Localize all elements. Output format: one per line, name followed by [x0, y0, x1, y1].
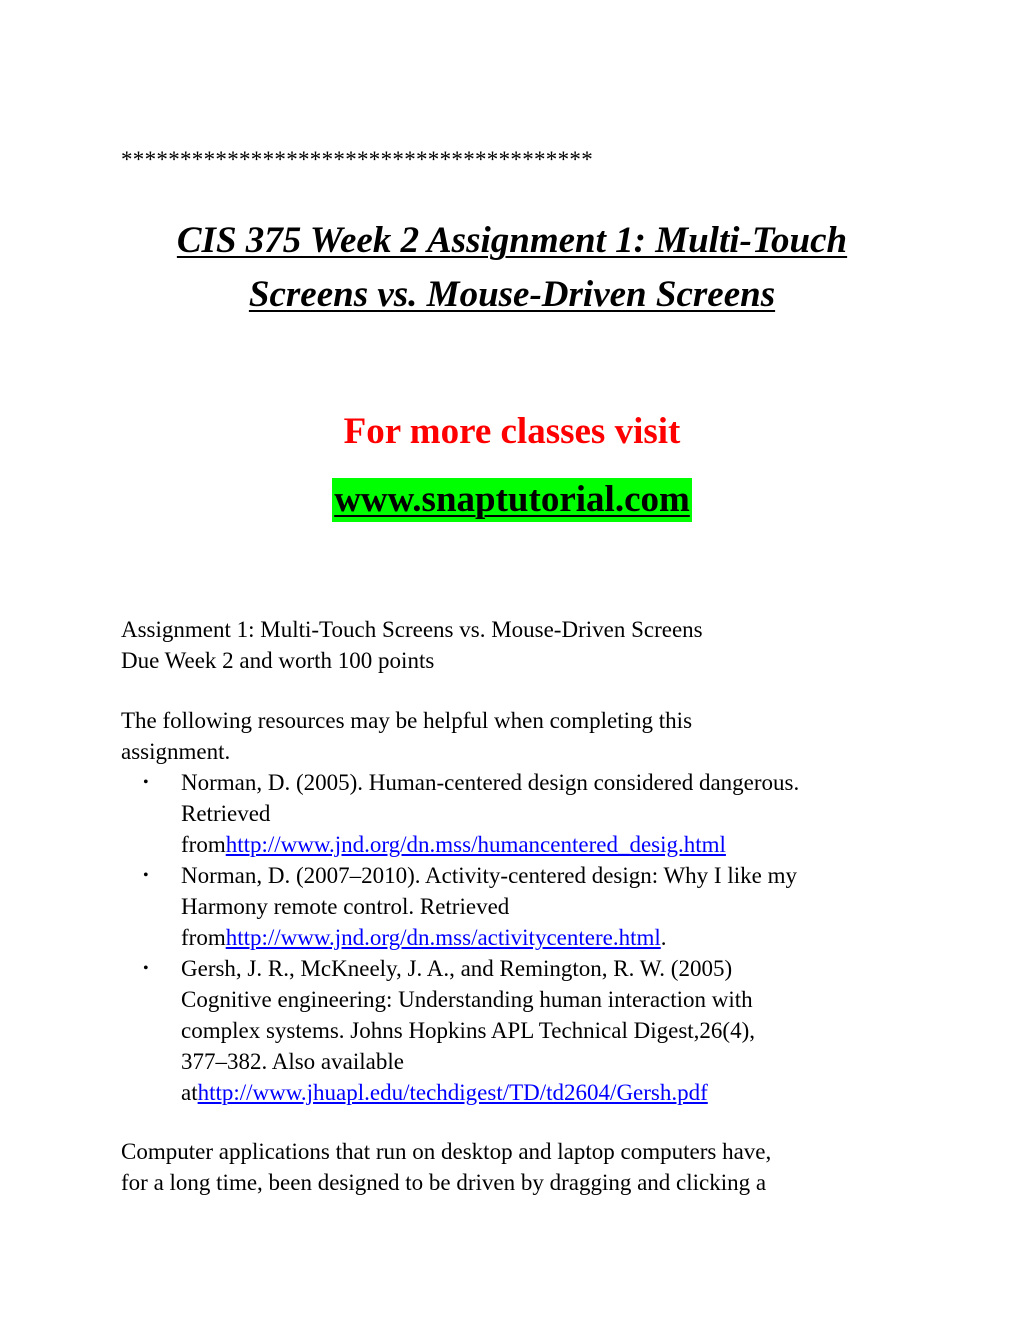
- separator-line: ****************************************: [121, 147, 593, 172]
- reference-text-line: Retrieved: [181, 801, 271, 826]
- reference-link[interactable]: http://www.jnd.org/dn.mss/humancentered_desig.html: [225, 832, 726, 857]
- reference-prefix: from: [181, 925, 226, 950]
- title-line-2: Screens vs. Mouse-Driven Screens: [248, 274, 776, 315]
- assignment-header: [121, 614, 921, 676]
- reference-link[interactable]: http://www.jnd.org/dn.mss/activitycentere.html: [225, 925, 661, 950]
- reference-source-line: [181, 1077, 921, 1108]
- list-item: [121, 860, 921, 953]
- reference-text-line: Norman, D. (2005). Human-centered design considered dangerous.: [181, 770, 800, 795]
- reference-source-line: [181, 922, 921, 953]
- promo-site-link[interactable]: www.snaptutorial.com: [334, 479, 690, 520]
- intro-line-1: The following resources may be helpful when completing this: [121, 708, 693, 733]
- reference-text-line: 377–382. Also available: [181, 1049, 404, 1074]
- reference-source-line: [181, 829, 921, 860]
- title-line-1: CIS 375 Week 2 Assignment 1: Multi-Touch: [176, 220, 848, 261]
- reference-prefix: from: [181, 832, 226, 857]
- reference-text-line: Norman, D. (2007–2010). Activity-centered design: Why I like my: [181, 863, 797, 888]
- closing-line-2: for a long time, been designed to be driven by dragging and clicking a: [121, 1170, 767, 1195]
- bullet-icon: •: [143, 774, 149, 791]
- reference-suffix: .: [660, 925, 667, 950]
- reference-prefix: at: [181, 1080, 198, 1105]
- intro-line-2: assignment.: [121, 739, 231, 764]
- bullet-icon: •: [143, 960, 149, 977]
- reference-list: [121, 767, 921, 1108]
- reference-text-line: Cognitive engineering: Understanding human interaction with: [181, 987, 753, 1012]
- assignment-due: Due Week 2 and worth 100 points: [121, 648, 435, 673]
- reference-link[interactable]: http://www.jhuapl.edu/techdigest/TD/td2604/Gersh.pdf: [197, 1080, 708, 1105]
- bullet-icon: •: [143, 867, 149, 884]
- reference-text-line: Gersh, J. R., McKneely, J. A., and Remington, R. W. (2005): [181, 956, 733, 981]
- assignment-heading: Assignment 1: Multi-Touch Screens vs. Mouse-Driven Screens: [121, 617, 703, 642]
- document-title: [100, 214, 924, 322]
- reference-text-line: complex systems. Johns Hopkins APL Technical Digest,26(4),: [181, 1018, 755, 1043]
- list-item: [121, 767, 921, 860]
- reference-text-line: Harmony remote control. Retrieved: [181, 894, 510, 919]
- closing-line-1: Computer applications that run on desktop and laptop computers have,: [121, 1139, 772, 1164]
- promo-heading: [100, 410, 924, 454]
- list-item: [121, 953, 921, 1108]
- resources-intro: [121, 705, 921, 767]
- promo-text: For more classes visit: [343, 411, 681, 452]
- promo-site-wrapper: [0, 478, 1024, 522]
- closing-paragraph: [121, 1136, 921, 1198]
